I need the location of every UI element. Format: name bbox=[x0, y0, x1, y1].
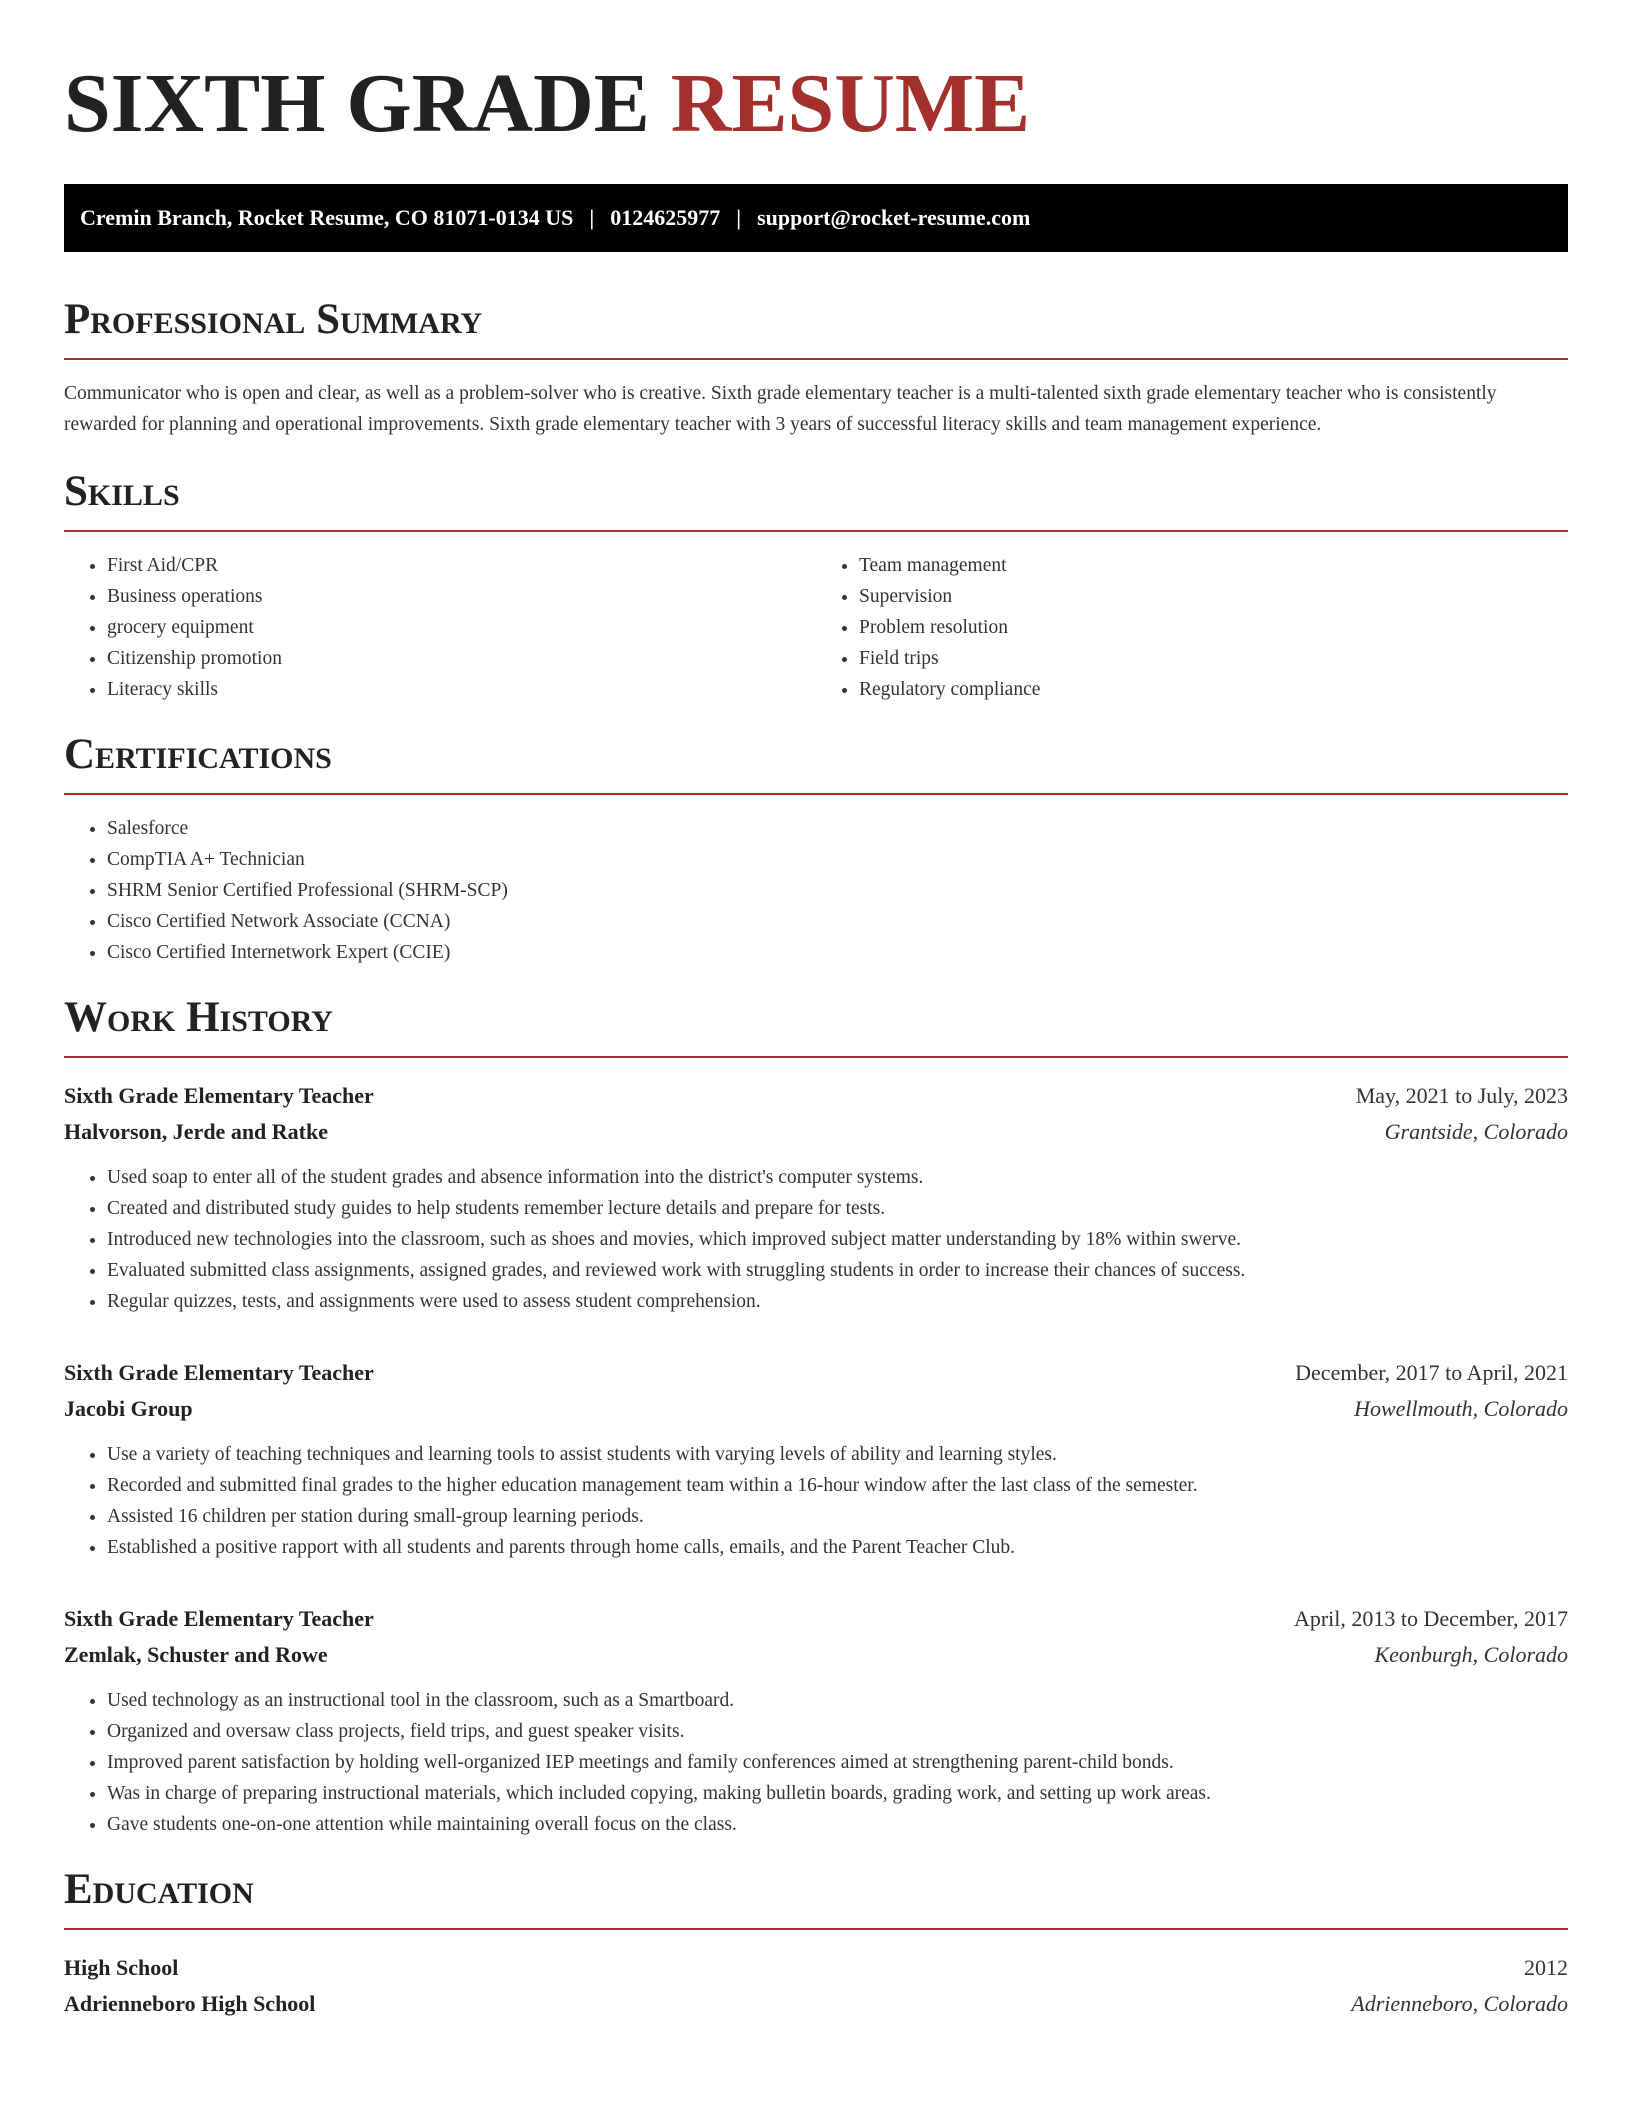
job-dates: May, 2021 to July, 2023 bbox=[1355, 1083, 1568, 1108]
certification-item: • Salesforce bbox=[107, 813, 1568, 844]
skills-list-left bbox=[64, 550, 816, 705]
job-row-bottom bbox=[64, 1391, 1568, 1427]
job-row-top bbox=[64, 1078, 1568, 1114]
job-location: Grantside, Colorado bbox=[1384, 1119, 1568, 1144]
job-row-bottom bbox=[64, 1637, 1568, 1673]
section-title: Education bbox=[64, 1866, 254, 1913]
job-duty-item: • Recorded and submitted final grades to the higher education management team within a 16-hour window after the last class of the semester. bbox=[107, 1470, 1568, 1501]
education-school: Adrienneboro High School bbox=[64, 1991, 316, 2016]
skill-item: • Regulatory compliance bbox=[859, 674, 1568, 705]
skill-item: • Literacy skills bbox=[107, 674, 816, 705]
work-history-section bbox=[64, 994, 1568, 1840]
certification-item: • Cisco Certified Internetwork Expert (CCIE) bbox=[107, 937, 1568, 968]
title-main: SIXTH GRADE bbox=[64, 57, 650, 150]
certification-item: • SHRM Senior Certified Professional (SHRM-SCP) bbox=[107, 875, 1568, 906]
job-row-top bbox=[64, 1355, 1568, 1391]
skill-item: • Citizenship promotion bbox=[107, 643, 816, 674]
contact-address: Cremin Branch, Rocket Resume, CO 81071-0134 US bbox=[80, 205, 574, 230]
education-degree: High School bbox=[64, 1955, 179, 1980]
skills-grid bbox=[64, 532, 1568, 705]
job-duties-list bbox=[64, 1685, 1568, 1840]
section-title: Professional Summary bbox=[64, 296, 483, 343]
skill-item: • Problem resolution bbox=[859, 612, 1568, 643]
job-duty-item: • Created and distributed study guides to help students remember lecture details and prepare for tests. bbox=[107, 1193, 1568, 1224]
section-title: Certifications bbox=[64, 731, 332, 778]
skill-item: • First Aid/CPR bbox=[107, 550, 816, 581]
education-section bbox=[64, 1866, 1568, 2022]
certifications-list bbox=[64, 813, 1568, 968]
skill-item: • grocery equipment bbox=[107, 612, 816, 643]
jobs-container bbox=[64, 1078, 1568, 1840]
skill-item: • Supervision bbox=[859, 581, 1568, 612]
job-duty-item: • Assisted 16 children per station during small-group learning periods. bbox=[107, 1501, 1568, 1532]
job-dates: December, 2017 to April, 2021 bbox=[1295, 1360, 1568, 1385]
certification-item: • Cisco Certified Network Associate (CCNA) bbox=[107, 906, 1568, 937]
skill-item: • Team management bbox=[859, 550, 1568, 581]
title-accent: RESUME bbox=[670, 57, 1031, 150]
job-entry bbox=[64, 1078, 1568, 1317]
job-duty-item: • Introduced new technologies into the classroom, such as shoes and movies, which improved subject matter understanding by 18% within swerve. bbox=[107, 1224, 1568, 1255]
education-row-top bbox=[64, 1950, 1568, 1986]
job-row-bottom bbox=[64, 1114, 1568, 1150]
contact-email: support@rocket-resume.com bbox=[757, 205, 1031, 230]
summary-section bbox=[64, 296, 1568, 440]
job-company: Jacobi Group bbox=[64, 1396, 193, 1421]
job-location: Keonburgh, Colorado bbox=[1374, 1642, 1568, 1667]
job-duty-item: • Used soap to enter all of the student grades and absence information into the district's computer systems. bbox=[107, 1162, 1568, 1193]
summary-text: Communicator who is open and clear, as well as a problem-solver who is creative. Sixth grade elementary teacher is a multi-talented sixth grade elementary teacher who is consistently rewarded for planning and operational improvements. Sixth grade elementary teacher with 3 years of successful literacy skills and team management experience. bbox=[64, 383, 1497, 435]
job-duty-item: • Improved parent satisfaction by holding well-organized IEP meetings and family conferences aimed at strengthening parent-child bonds. bbox=[107, 1747, 1568, 1778]
job-company: Halvorson, Jerde and Ratke bbox=[64, 1119, 328, 1144]
contact-separator: | bbox=[589, 205, 595, 230]
contact-phone: 0124625977 bbox=[610, 205, 721, 230]
job-row-top bbox=[64, 1601, 1568, 1637]
skills-section bbox=[64, 468, 1568, 705]
job-duty-item: • Was in charge of preparing instructional materials, which included copying, making bulletin boards, grading work, and setting up work areas. bbox=[107, 1778, 1568, 1809]
certification-item: • CompTIA A+ Technician bbox=[107, 844, 1568, 875]
section-divider bbox=[64, 793, 1568, 795]
education-entry bbox=[64, 1950, 1568, 2022]
skill-item: • Business operations bbox=[107, 581, 816, 612]
contact-bar bbox=[64, 184, 1568, 252]
section-divider bbox=[64, 1928, 1568, 1930]
section-divider bbox=[64, 358, 1568, 360]
job-duty-item: • Organized and oversaw class projects, field trips, and guest speaker visits. bbox=[107, 1716, 1568, 1747]
education-row-bottom bbox=[64, 1986, 1568, 2022]
job-role: Sixth Grade Elementary Teacher bbox=[64, 1606, 374, 1631]
job-duty-item: • Regular quizzes, tests, and assignments were used to assess student comprehension. bbox=[107, 1286, 1568, 1317]
job-dates: April, 2013 to December, 2017 bbox=[1293, 1606, 1568, 1631]
section-divider bbox=[64, 1056, 1568, 1058]
job-duty-item: • Use a variety of teaching techniques and learning tools to assist students with varying levels of ability and learning styles. bbox=[107, 1439, 1568, 1470]
job-entry bbox=[64, 1355, 1568, 1563]
resume-title bbox=[64, 54, 1568, 154]
contact-separator: | bbox=[736, 205, 742, 230]
education-location: Adrienneboro, Colorado bbox=[1351, 1991, 1568, 2016]
job-entry bbox=[64, 1601, 1568, 1840]
job-role: Sixth Grade Elementary Teacher bbox=[64, 1083, 374, 1108]
job-duties-list bbox=[64, 1439, 1568, 1563]
job-duty-item: • Used technology as an instructional tool in the classroom, such as a Smartboard. bbox=[107, 1685, 1568, 1716]
section-title: Work History bbox=[64, 994, 333, 1041]
section-title: Skills bbox=[64, 468, 180, 515]
job-location: Howellmouth, Colorado bbox=[1354, 1396, 1568, 1421]
job-duty-item: • Established a positive rapport with all students and parents through home calls, emails, and the Parent Teacher Club. bbox=[107, 1532, 1568, 1563]
skills-list-right bbox=[816, 550, 1568, 705]
job-duties-list bbox=[64, 1162, 1568, 1317]
job-duty-item: • Evaluated submitted class assignments, assigned grades, and reviewed work with struggling students in order to increase their chances of success. bbox=[107, 1255, 1568, 1286]
skill-item: • Field trips bbox=[859, 643, 1568, 674]
job-duty-item: • Gave students one-on-one attention while maintaining overall focus on the class. bbox=[107, 1809, 1568, 1840]
certifications-section bbox=[64, 731, 1568, 968]
education-year: 2012 bbox=[1524, 1955, 1568, 1980]
job-role: Sixth Grade Elementary Teacher bbox=[64, 1360, 374, 1385]
job-company: Zemlak, Schuster and Rowe bbox=[64, 1642, 328, 1667]
